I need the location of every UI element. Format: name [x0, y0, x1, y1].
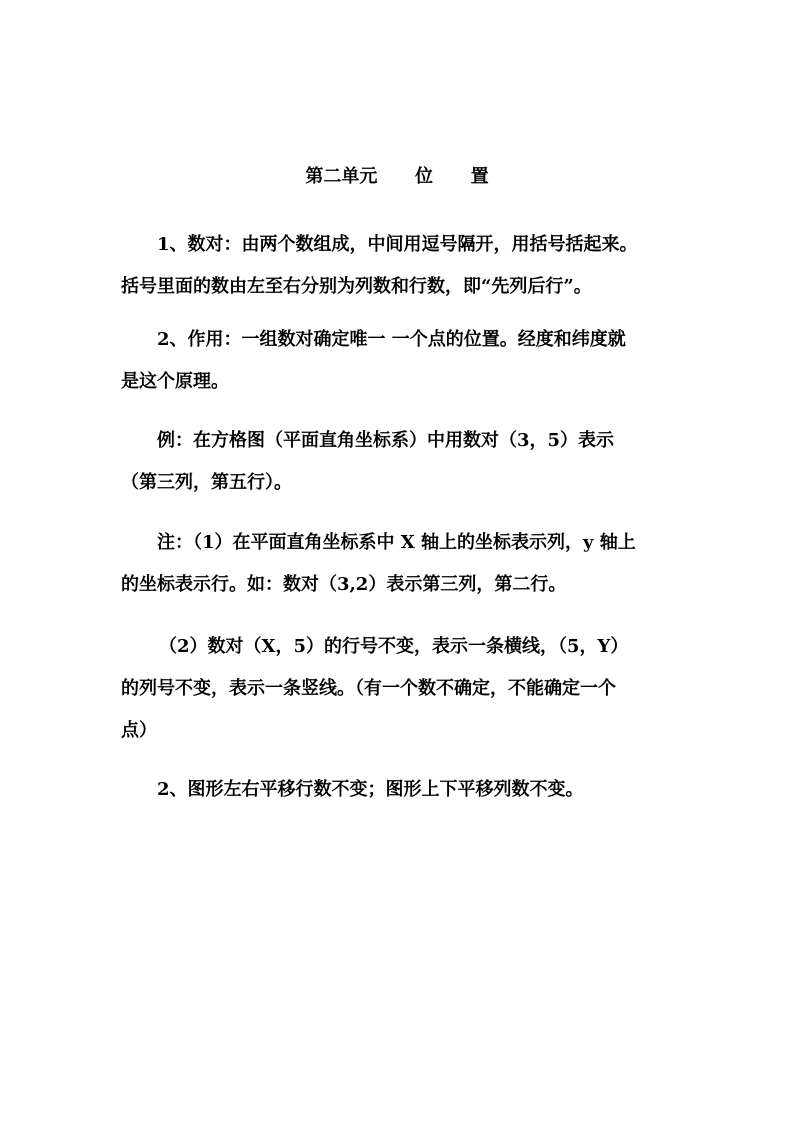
paragraph-translation [121, 769, 676, 811]
page-title: 第二单元 位 置 [305, 166, 489, 187]
paragraph-line: 例：在方格图（平面直角坐标系）中用数对（3，5）表示 [157, 430, 615, 451]
paragraph-line: 的列号不变，表示一条竖线。（有一个数不确定，不能确定一个 [121, 678, 616, 699]
paragraph-line: （2）数对（X，5）的行号不变，表示一条横线，（5，Y） [159, 636, 629, 657]
paragraph-line: 括号里面的数由左至右分别为列数和行数，即“先列后行”。 [121, 276, 592, 297]
paragraph-note [121, 522, 676, 606]
paragraph-line: 2、图形左右平移行数不变；图形上下平移列数不变。 [157, 779, 584, 800]
paragraph-note-2 [121, 626, 676, 752]
paragraph-line: 的坐标表示行。如：数对（3,2）表示第三列，第二行。 [121, 574, 567, 595]
paragraph-number-pairs [121, 224, 676, 308]
paragraph-line: （第三列，第五行）。 [121, 472, 292, 493]
paragraph-example [121, 420, 676, 504]
paragraph-line: 是这个原理。 [121, 371, 229, 392]
paragraph-line: 注：（1）在平面直角坐标系中 X 轴上的坐标表示列，y 轴上 [157, 532, 636, 553]
paragraph-line: 2、作用：一组数对确定唯一 一个点的位置。经度和纬度就 [157, 329, 626, 350]
paragraph-function [121, 319, 676, 403]
paragraph-line: 点） [121, 720, 157, 741]
paragraph-line: 1、数对：由两个数组成，中间用逗号隔开，用括号括起来。 [157, 234, 638, 255]
